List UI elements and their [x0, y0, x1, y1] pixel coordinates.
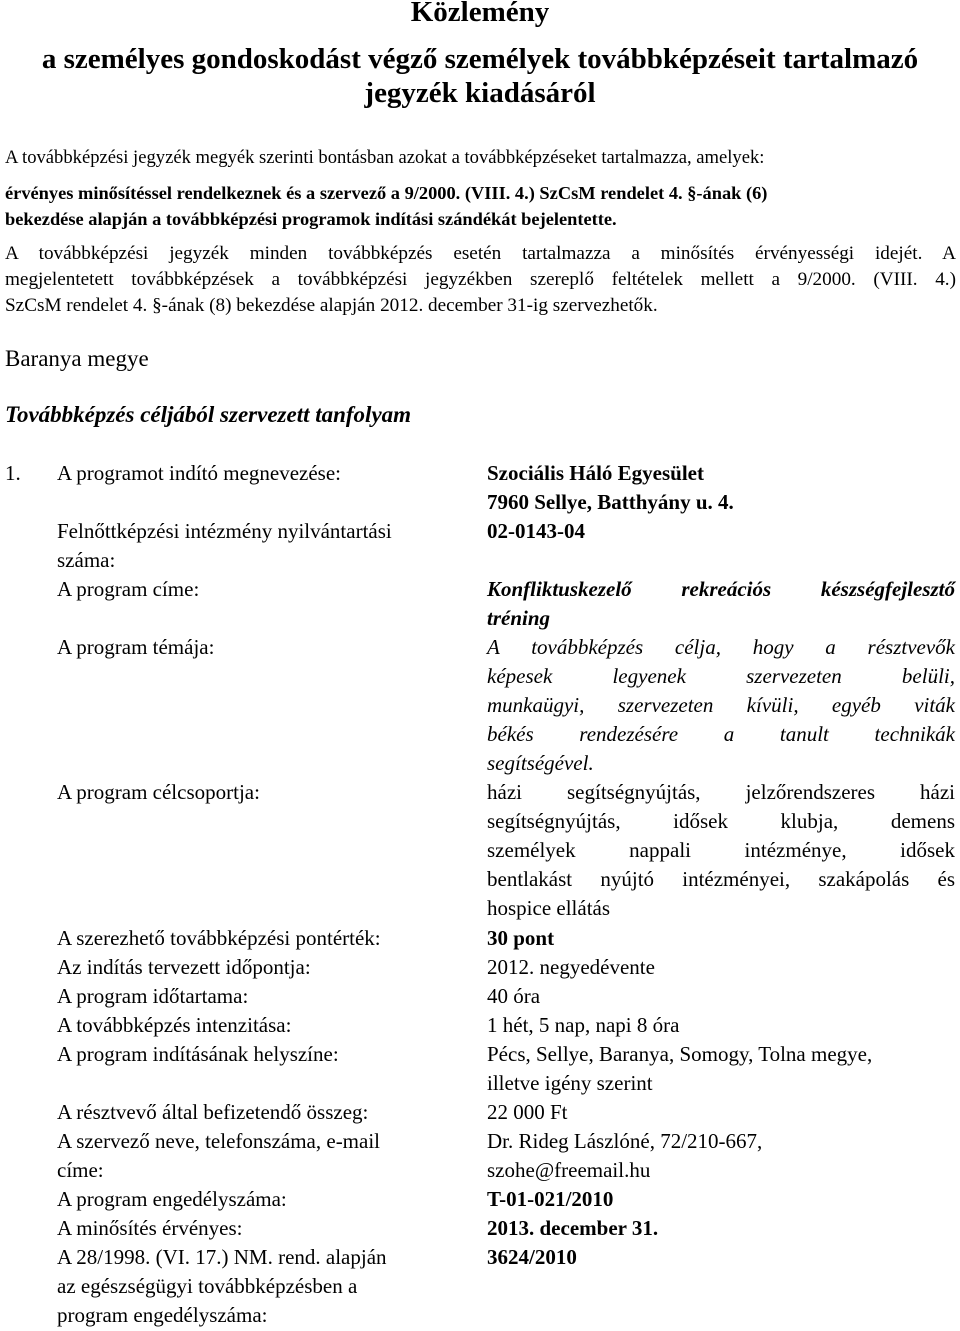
location-value-line-1: Pécs, Sellye, Baranya, Somogy, Tolna megye,	[487, 1042, 873, 1066]
validity-label: A minősítés érvényes:	[57, 1216, 243, 1240]
target-group-line: házi segítségnyújtás, jelzőrendszeres házi	[487, 780, 955, 804]
target-group-line: segítségnyújtás, idősek klubja, demens	[487, 809, 955, 833]
points-label: A szerezhető továbbképzési pontérték:	[57, 926, 381, 950]
program-topic-line: munkaügyi, szervezeten kívüli, egyéb viták	[487, 693, 955, 717]
target-group-line: személyek nappali intézménye, idősek	[487, 838, 955, 862]
intro-paragraph-line-3: SzCsM rendelet 4. §-ának (8) bekezdése alapján 2012. december 31-ig szervezhetők.	[5, 295, 658, 316]
program-title-line-1: Konfliktuskezelő rekreációs készségfejlesztő	[487, 577, 955, 601]
fee-label: A résztvevő által befizetendő összeg:	[57, 1100, 369, 1124]
target-group-label: A program célcsoportja:	[57, 780, 260, 804]
intensity-label: A továbbképzés intenzitása:	[57, 1013, 292, 1037]
registry-label-line-2: száma:	[57, 548, 116, 572]
document-subtitle-line-1: a személyes gondoskodást végző személyek továbbképzéseit tartalmazó	[41, 43, 919, 75]
section-heading: Továbbképzés céljából szervezett tanfolyam	[5, 402, 412, 427]
contact-label-line-2: címe:	[57, 1158, 104, 1182]
document-subtitle-line-2: jegyzék kiadásáról	[364, 77, 596, 109]
health-license-value: 3624/2010	[487, 1245, 577, 1269]
program-title-value	[487, 575, 955, 633]
organizer-name: Szociális Háló Egyesület	[487, 461, 704, 485]
program-topic-label: A program témája:	[57, 635, 215, 659]
license-label: A program engedélyszáma:	[57, 1187, 287, 1211]
health-license-label-line-2: az egészségügyi továbbképzésben a	[57, 1274, 358, 1298]
county-heading: Baranya megye	[5, 346, 149, 371]
organizer-label: A programot indító megnevezése:	[57, 461, 342, 485]
organizer-address: 7960 Sellye, Batthyány u. 4.	[487, 490, 734, 514]
validity-value: 2013. december 31.	[487, 1216, 659, 1240]
target-group-line: hospice ellátás	[487, 896, 611, 920]
intro-line: A továbbképzési jegyzék megyék szerinti bontásban azokat a továbbképzéseket tartalmazza, amelyek:	[5, 147, 765, 168]
fee-value: 22 000 Ft	[487, 1100, 568, 1124]
health-license-label-line-3: program engedélyszáma:	[57, 1303, 268, 1327]
program-topic-line: segítségével.	[487, 751, 594, 775]
program-title-line-2: tréning	[487, 606, 551, 630]
contact-email: szohe@freemail.hu	[487, 1158, 651, 1182]
duration-value: 40 óra	[487, 984, 541, 1008]
registry-label-line-1: Felnőttképzési intézmény nyilvántartási	[57, 519, 392, 543]
program-topic-line: képesek legyenek szervezeten belüli,	[487, 664, 955, 688]
location-value-line-2: illetve igény szerint	[487, 1071, 653, 1095]
program-topic-line: békés rendezésére a tanult technikák	[487, 722, 955, 746]
intro-bold-line-1: érvényes minősítéssel rendelkeznek és a szervező a 9/2000. (VIII. 4.) SzCsM rendelet 4. §-ának (6)	[5, 183, 768, 203]
duration-label: A program időtartama:	[57, 984, 249, 1008]
program-topic-value	[487, 633, 955, 778]
program-topic-line: A továbbképzés célja, hogy a résztvevők	[487, 635, 955, 659]
registry-number: 02-0143-04	[487, 519, 585, 543]
points-value: 30 pont	[487, 926, 555, 950]
contact-value-line-1: Dr. Rideg Lászlóné, 72/210-667,	[487, 1129, 763, 1153]
intro-paragraph-line-1: A továbbképzési jegyzék minden továbbképzés esetén tartalmazza a minősítés érvényességi idejét. A	[5, 243, 956, 264]
intensity-value: 1 hét, 5 nap, napi 8 óra	[487, 1013, 680, 1037]
start-date-label: Az indítás tervezett időpontja:	[57, 955, 311, 979]
location-label: A program indításának helyszíne:	[57, 1042, 339, 1066]
contact-label-line-1: A szervező neve, telefonszáma, e-mail	[57, 1129, 381, 1153]
health-license-label-line-1: A 28/1998. (VI. 17.) NM. rend. alapján	[57, 1245, 387, 1269]
target-group-line: bentlakást nyújtó intézményei, szakápolás és	[487, 867, 955, 891]
document-title: Közlemény	[410, 0, 550, 28]
program-title-label: A program címe:	[57, 577, 200, 601]
intro-bold-line-2: bekezdése alapján a továbbképzési programok indítási szándékát bejelentette.	[5, 209, 617, 229]
target-group-value	[487, 778, 955, 923]
license-value: T-01-021/2010	[487, 1187, 614, 1211]
intro-paragraph-line-2: megjelentetett továbbképzések a továbbképzési jegyzékben szereplő feltételek mellett a 9/2000. (VIII. 4.)	[5, 269, 956, 290]
start-date-value: 2012. negyedévente	[487, 955, 655, 979]
entry-number: 1.	[5, 461, 21, 485]
